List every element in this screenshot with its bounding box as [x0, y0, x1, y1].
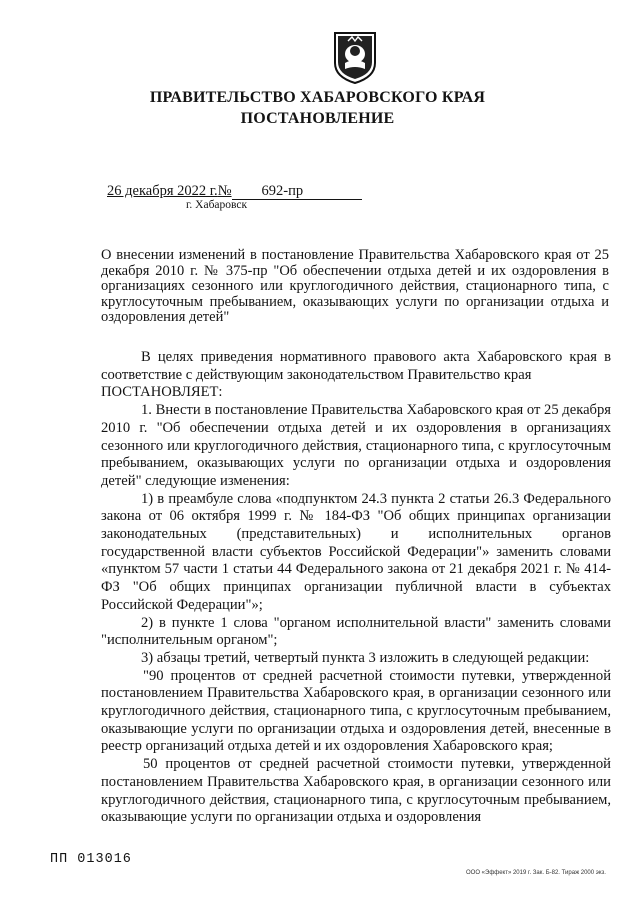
number-sign: № — [217, 183, 232, 199]
clause-1: 1. Внести в постановление Правительства Хабаровского края от 25 декабря 2010 г. "Об обеспечении отдыха детей и их оздоровления в организациях сезонного или круглогодичного действия, стационарного типа, с круглосуточным пребыванием, оказывающих услуги по организации отдыха и оздоровления детей" следующие изменения: — [101, 402, 611, 489]
clause-1-1: 1) в преамбуле слова «подпунктом 24.3 пункта 2 статьи 26.3 Федерального закона от 06 октября 1999 г. № 184-ФЗ "Об общих принципах организации законодательных (представительных) и исполнительных органов государственной власти субъектов Российской Федерации"» заменить словами «пунктом 57 части 1 статьи 44 Федерального закона от 21 декабря 2021 г. № 414-ФЗ "Об общих принципах организации публичной власти в субъектах Российской Федерации"»; — [101, 490, 611, 613]
decree-word: ПОСТАНОВЛЯЕТ: — [101, 384, 223, 401]
intro-paragraph: В целях приведения нормативного правового акта Хабаровского края в соответствие с действующим законодательством Правительство края — [101, 349, 611, 383]
printer-info: ООО «Эффект» 2019 г. Зак. Б-82. Тираж 2000 экз. — [466, 870, 606, 876]
quoted-paragraph-2: 50 процентов от средней расчетной стоимости путевки, утвержденной постановлением Правительства Хабаровского края, в организации сезонного или круглогодичного действия, стационарного типа, с круглосуточным пребыванием, оказывающие услуги по организации отдыха и оздоровления — [101, 756, 611, 826]
document-date-line — [107, 183, 362, 200]
document-city: г. Хабаровск — [186, 199, 248, 211]
document-date: 26 декабря 2022 г. — [107, 183, 218, 199]
quoted-paragraph-1: "90 процентов от средней расчетной стоимости путевки, утвержденной постановлением Правительства Хабаровского края, в организации сезонного или круглогодичного действия, стационарного типа, с круглосуточным пребыванием, оказывающие услуги по организации отдыха и оздоровления детей, внесенные в реестр организаций отдыха детей и их оздоровления Хабаровского края; — [101, 667, 611, 755]
document-body — [101, 349, 611, 827]
form-serial-number: ПП 013016 — [50, 852, 132, 867]
government-name: ПРАВИТЕЛЬСТВО ХАБАРОВСКОГО КРАЯ — [149, 89, 486, 106]
document-number: 692-пр — [232, 184, 362, 200]
document-title: О внесении изменений в постановление Правительства Хабаровского края от 25 декабря 2010 г. № 375-пр "Об обеспечении отдыха детей и их оздоровления в организациях сезонного или круглогодичного действия, стационарного типа, с круглосуточным пребыванием, оказывающих услуги по организации отдыха и оздоровления детей" — [101, 247, 609, 325]
clause-1-3: 3) абзацы третий, четвертый пункта 3 изложить в следующей редакции: — [141, 649, 590, 666]
document-type: ПОСТАНОВЛЕНИЕ — [240, 110, 395, 127]
clause-1-2: 2) в пункте 1 слова "органом исполнительной власти" заменить словами "исполнительным органом"; — [101, 614, 611, 649]
coat-of-arms-emblem — [330, 29, 380, 85]
